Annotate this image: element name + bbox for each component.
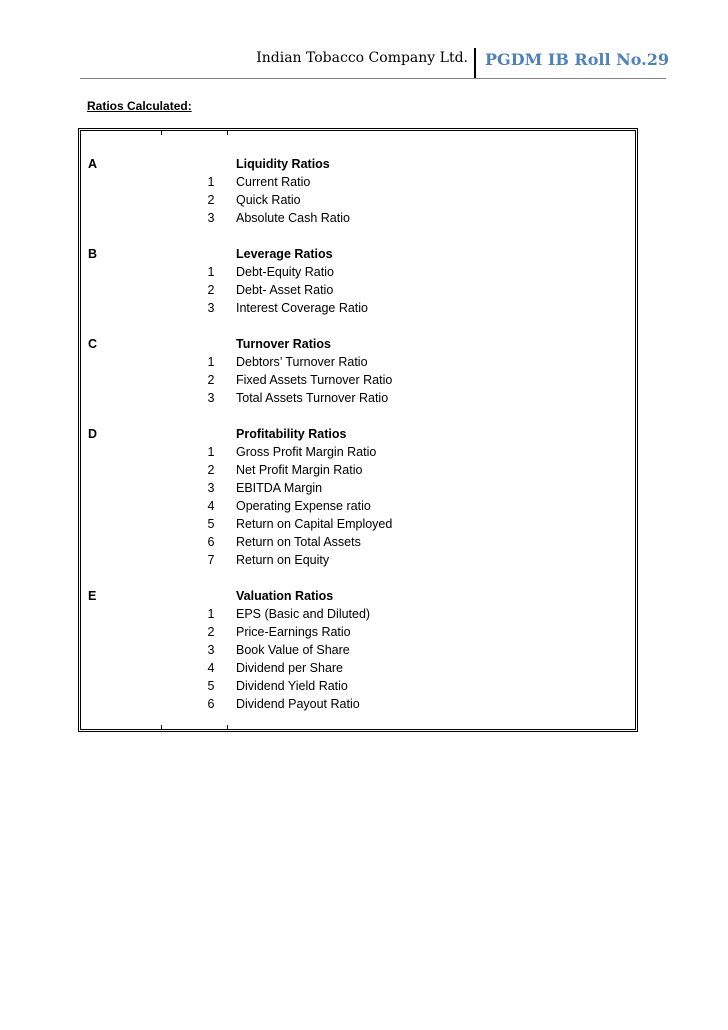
group-title: Valuation Ratios [236,589,334,603]
ratio-number: 1 [207,175,215,189]
section-heading: Ratios Calculated: [87,99,192,113]
ratio-name: Current Ratio [236,175,311,189]
ratio-number: 1 [207,355,215,369]
ratio-number: 2 [207,193,215,207]
page-header [80,48,669,78]
ratio-group [88,155,628,227]
ratio-row [88,551,628,569]
ratio-group-header [88,155,628,173]
ratio-number: 3 [207,301,215,315]
group-letter: D [88,427,98,441]
ratio-number: 5 [207,679,215,693]
ratio-row [88,695,628,713]
ratio-name: Operating Expense ratio [236,499,371,513]
ratio-group [88,587,628,713]
column-separator-top [227,131,228,135]
roll-number: PGDM IB Roll No.29 [485,50,669,69]
group-letter: B [88,247,98,261]
ratio-number: 3 [207,481,215,495]
ratio-group-header [88,335,628,353]
ratio-number: 2 [207,373,215,387]
ratio-name: Return on Capital Employed [236,517,393,531]
ratio-number: 3 [207,643,215,657]
ratio-number: 6 [207,697,215,711]
ratio-row [88,677,628,695]
ratio-number: 4 [207,499,215,513]
ratio-name: Debt-Equity Ratio [236,265,334,279]
ratio-name: Return on Total Assets [236,535,361,549]
ratio-name: Dividend Yield Ratio [236,679,348,693]
ratio-name: Price-Earnings Ratio [236,625,351,639]
ratio-name: Fixed Assets Turnover Ratio [236,373,393,387]
ratio-row [88,263,628,281]
ratio-row [88,533,628,551]
group-letter: C [88,337,98,351]
ratio-number: 1 [207,607,215,621]
ratio-number: 2 [207,625,215,639]
ratio-name: Dividend Payout Ratio [236,697,360,711]
group-letter: E [88,589,97,603]
ratio-row [88,443,628,461]
ratio-row [88,281,628,299]
ratio-row [88,173,628,191]
ratio-row [88,353,628,371]
ratio-row [88,461,628,479]
ratio-name: Book Value of Share [236,643,350,657]
ratio-row [88,623,628,641]
ratio-row [88,389,628,407]
column-separator-top [161,131,162,135]
group-title: Liquidity Ratios [236,157,330,171]
ratio-row [88,371,628,389]
ratio-row [88,497,628,515]
ratio-name: Dividend per Share [236,661,344,675]
ratio-number: 6 [207,535,215,549]
ratio-name: Absolute Cash Ratio [236,211,350,225]
group-title: Profitability Ratios [236,427,347,441]
company-name: Indian Tobacco Company Ltd. [256,50,468,66]
ratio-number: 4 [207,661,215,675]
header-rule [80,78,666,79]
ratios-table [78,128,638,732]
ratios-table-body [88,155,628,731]
ratio-row [88,605,628,623]
ratio-group [88,245,628,317]
ratio-name: Total Assets Turnover Ratio [236,391,389,405]
ratio-name: Net Profit Margin Ratio [236,463,363,477]
ratio-name: EPS (Basic and Diluted) [236,607,371,621]
ratio-row [88,209,628,227]
ratio-name: Gross Profit Margin Ratio [236,445,377,459]
group-title: Turnover Ratios [236,337,331,351]
ratio-group-header [88,425,628,443]
ratio-row [88,479,628,497]
ratio-group-header [88,587,628,605]
ratio-name: Interest Coverage Ratio [236,301,369,315]
header-divider [474,48,476,78]
ratio-name: Debt- Asset Ratio [236,283,334,297]
ratio-number: 1 [207,445,215,459]
ratio-name: Quick Ratio [236,193,301,207]
ratio-number: 3 [207,211,215,225]
ratio-group [88,425,628,569]
ratio-group [88,335,628,407]
ratio-row [88,641,628,659]
group-title: Leverage Ratios [236,247,333,261]
group-letter: A [88,157,98,171]
ratio-number: 1 [207,265,215,279]
ratio-number: 2 [207,463,215,477]
ratio-number: 3 [207,391,215,405]
ratio-group-header [88,245,628,263]
ratio-number: 2 [207,283,215,297]
ratio-name: Return on Equity [236,553,330,567]
ratio-number: 5 [207,517,215,531]
ratio-row [88,299,628,317]
ratio-row [88,191,628,209]
ratio-name: Debtors’ Turnover Ratio [236,355,368,369]
ratio-number: 7 [207,553,215,567]
ratio-row [88,515,628,533]
ratio-row [88,659,628,677]
ratio-name: EBITDA Margin [236,481,323,495]
